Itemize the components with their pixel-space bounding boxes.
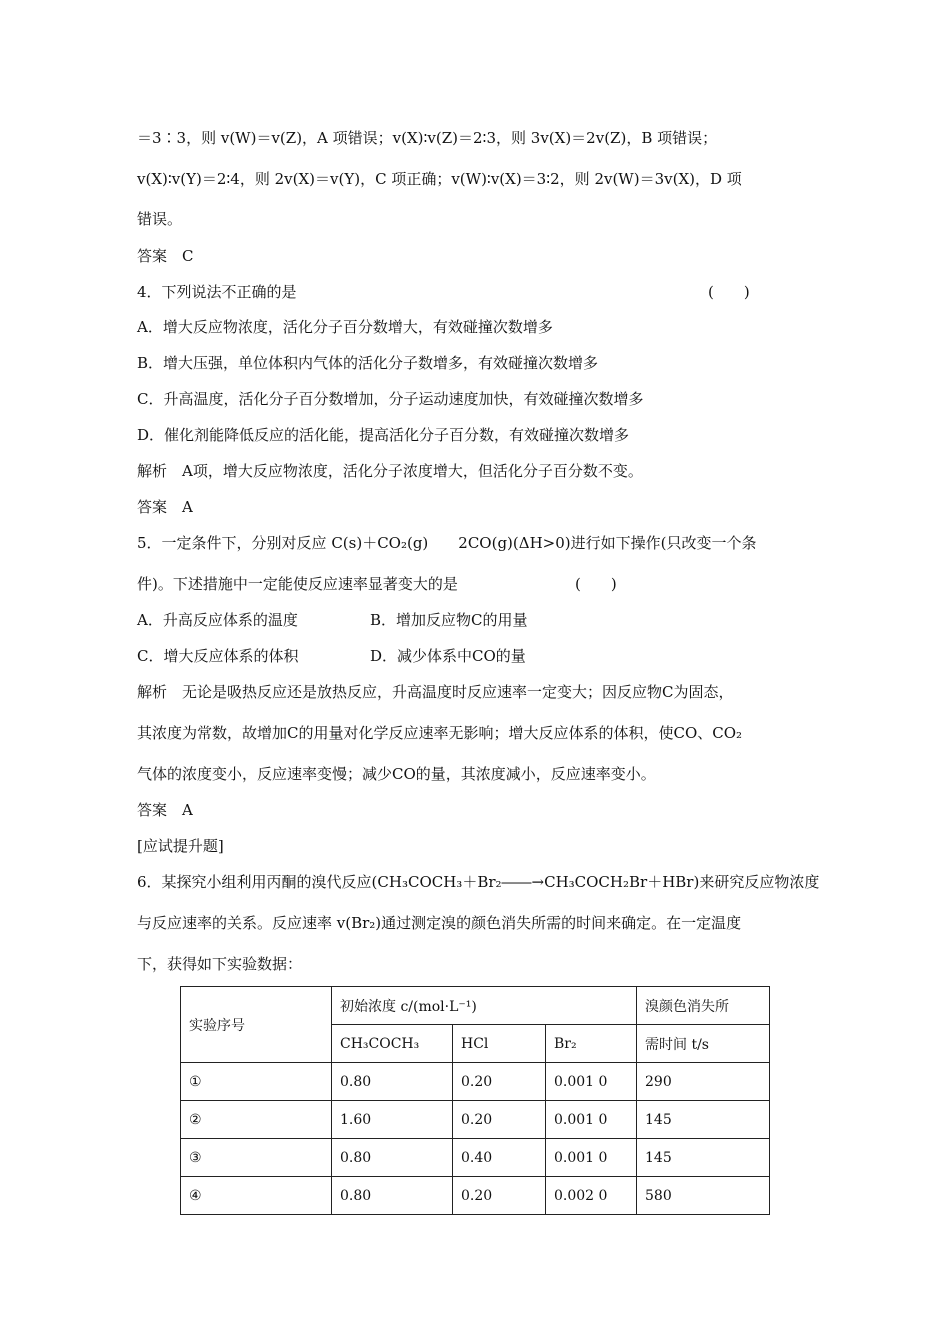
cell-acetone: 0.80 [332, 1139, 453, 1177]
cell-acetone: 1.60 [332, 1101, 453, 1139]
question-4-stem [137, 282, 297, 302]
question-4-paren: ( ) [708, 283, 750, 301]
question-4-option-a: A．增大反应物浓度，活化分子百分数增大，有效碰撞次数增多 [137, 318, 553, 336]
question-5-answer: 答案 A [137, 801, 193, 819]
cell-acetone: 0.80 [332, 1063, 453, 1101]
question-4-answer: 答案 A [137, 498, 193, 516]
question-5-analysis-1: 解析 无论是吸热反应还是放热反应，升高温度时反应速率一定变大；因反应物C为固态， [137, 683, 734, 701]
question-5-paren: ( ) [575, 575, 617, 593]
header-br2: Br₂ [546, 1025, 637, 1063]
header-time-2: 需时间 t/s [637, 1025, 770, 1063]
cell-hcl: 0.20 [453, 1177, 546, 1215]
question-6-line-2: 与反应速率的关系。反应速率 v(Br₂)通过测定溴的颜色消失所需的时间来确定。在一定温度 [137, 914, 742, 932]
cell-br2: 0.001 0 [546, 1101, 637, 1139]
text-line [137, 128, 817, 148]
question-6-line-1: 6．某探究小组利用丙酮的溴代反应(CH₃COCH₃＋Br₂――→CH₃COCH₂Br＋HBr)来研究反应物浓度 [137, 873, 820, 891]
table-row [181, 1177, 770, 1215]
cell-index: ② [181, 1101, 332, 1139]
header-hcl: HCl [453, 1025, 546, 1063]
cell-time: 145 [637, 1101, 770, 1139]
header-acetone: CH₃COCH₃ [332, 1025, 453, 1063]
text-line-content: ＝3∶3，则 v(W)＝v(Z)，A 项错误；v(X)∶v(Z)＝2∶3，则 3v(X)＝2v(Z)，B 项错误； [137, 129, 718, 147]
question-5-option-c: C．增大反应体系的体积 [137, 647, 299, 665]
text-line [137, 169, 742, 189]
question-5-stem-1: 5．一定条件下，分别对反应 C(s)＋CO₂(g) 2CO(g)(ΔH>0)进行如下操作(只改变一个条 [137, 534, 757, 552]
header-experiment-index: 实验序号 [181, 987, 332, 1063]
cell-hcl: 0.20 [453, 1101, 546, 1139]
cell-br2: 0.001 0 [546, 1139, 637, 1177]
question-5-stem-2: 件)。下述措施中一定能使反应速率显著变大的是 [137, 575, 458, 593]
text-line-content: 错误。 [137, 210, 183, 228]
experiment-data-table [180, 986, 770, 1215]
cell-time: 290 [637, 1063, 770, 1101]
question-4-stem-text: 4．下列说法不正确的是 [137, 283, 297, 301]
cell-br2: 0.002 0 [546, 1177, 637, 1215]
table-row [181, 1063, 770, 1101]
question-5-analysis-2: 其浓度为常数，故增加C的用量对化学反应速率无影响；增大反应体系的体积，使CO、CO₂ [137, 724, 743, 742]
cell-br2: 0.001 0 [546, 1063, 637, 1101]
cell-index: ④ [181, 1177, 332, 1215]
cell-index: ③ [181, 1139, 332, 1177]
table-row [181, 1139, 770, 1177]
question-4-option-b: B．增大压强，单位体积内气体的活化分子数增多，有效碰撞次数增多 [137, 354, 599, 372]
section-heading: [应试提升题] [137, 837, 224, 855]
cell-time: 145 [637, 1139, 770, 1177]
question-5-option-a: A．升高反应体系的温度 [137, 611, 298, 629]
cell-index: ① [181, 1063, 332, 1101]
cell-time: 580 [637, 1177, 770, 1215]
question-4-analysis: 解析 A项，增大反应物浓度，活化分子浓度增大，但活化分子百分数不变。 [137, 462, 643, 480]
header-time-1: 溴颜色消失所 [637, 987, 770, 1025]
header-initial-concentration: 初始浓度 c/(mol·L⁻¹) [332, 987, 637, 1025]
text-line-content: v(X)∶v(Y)＝2∶4，则 2v(X)＝v(Y)，C 项正确；v(W)∶v(X)＝3∶2，则 2v(W)＝3v(X)，D 项 [137, 170, 742, 188]
question-5-analysis-3: 气体的浓度变小，反应速率变慢；减少CO的量，其浓度减小，反应速率变小。 [137, 765, 656, 783]
text-line [137, 209, 182, 229]
cell-hcl: 0.20 [453, 1063, 546, 1101]
question-5-option-d: D．减少体系中CO的量 [370, 647, 526, 665]
question-6-line-3: 下，获得如下实验数据： [137, 955, 303, 973]
cell-hcl: 0.40 [453, 1139, 546, 1177]
answer-text: 答案 C [137, 247, 194, 265]
question-5-option-b: B．增加反应物C的用量 [370, 611, 528, 629]
table-row [181, 1101, 770, 1139]
question-4-option-d: D．催化剂能降低反应的活化能，提高活化分子百分数，有效碰撞次数增多 [137, 426, 630, 444]
cell-acetone: 0.80 [332, 1177, 453, 1215]
answer-line [137, 246, 193, 266]
question-4-option-c: C．升高温度，活化分子百分数增加，分子运动速度加快，有效碰撞次数增多 [137, 390, 644, 408]
